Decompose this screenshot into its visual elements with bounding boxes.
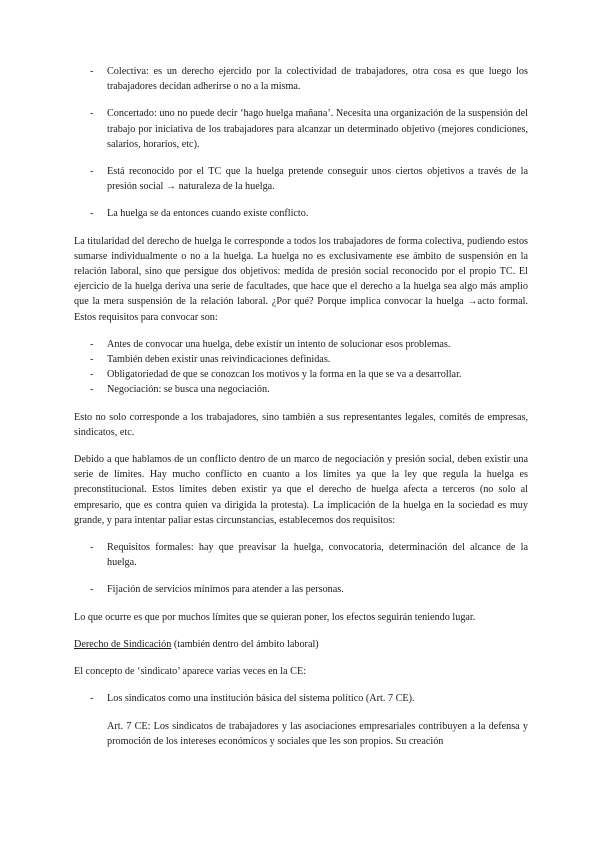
list-item (74, 106, 528, 152)
paragraph-concepto: El concepto de ‘sindicato’ aparece varias veces en la CE: (74, 666, 307, 678)
bullet-text: Está reconocido por el TC que la huelga pretende conseguir unos ciertos objetivos a través de la presión social → naturaleza de la huelga. (107, 166, 528, 193)
bullet-dash: - (90, 542, 94, 554)
bullet-dash: - (90, 108, 94, 120)
bullet-dash: - (90, 166, 94, 178)
list-item (74, 367, 528, 382)
list-item (74, 206, 528, 221)
bullet-text: Colectiva: es un derecho ejercido por la colectividad de trabajadores, otra cosa es que luego los trabajadores decidan adherirse o no a la misma. (107, 66, 528, 93)
list-item (74, 337, 528, 352)
bullet-dash: - (90, 369, 94, 381)
list-item (74, 382, 528, 397)
paragraph-limites: Debido a que hablamos de un conflicto dentro de un marco de negociación y presión social, deben existir una serie de límites. Hay mucho conflicto en cuanto a los límites ya que la ley que regula la huelga es preconstitucional. Estos límites deben existir ya que el derecho de huelga afecta a terceros (no solo al empresario, que es contra quien va dirigida la protesta). La implicación de la huelga en la sociedad es muy grande, y para intentar paliar estas circunstancias, establecemos dos requisitos: (74, 454, 528, 526)
list-item (74, 164, 528, 194)
bullet-text: Negociación: se busca una negociación. (107, 384, 270, 396)
list-item (74, 691, 528, 706)
section-heading (74, 637, 528, 652)
bullet-dash: - (90, 208, 94, 220)
bullet-dash: - (90, 354, 94, 366)
section-heading-note: (también dentro del ámbito laboral) (171, 638, 319, 650)
bullet-text: Los sindicatos como una institución básica del sistema político (Art. 7 CE). (107, 693, 415, 705)
bullet-text: Concertado: uno no puede decir ‘hago huelga mañana’. Necesita una organización de la suspensión del trabajo por iniciativa de los trabajadores para alcanzar un determinado objetivo (mejores condiciones, salarios, horarios, etc). (107, 108, 528, 150)
bullet-dash: - (90, 66, 94, 77)
document-page (74, 64, 528, 761)
bullet-text: También deben existir unas reivindicaciones definidas. (107, 354, 331, 366)
list-item (74, 352, 528, 367)
list-item (74, 582, 528, 597)
bullet-dash: - (90, 584, 94, 596)
list-item (74, 64, 528, 94)
list-item (74, 540, 528, 570)
bullet-text: Obligatoriedad de que se conozcan los motivos y la forma en la que se va a desarrollar. (107, 369, 462, 381)
bullet-text: Fijación de servicios mínimos para atender a las personas. (107, 584, 344, 596)
section-heading-title: Derecho de Sindicación (74, 638, 172, 650)
bullet-text: Antes de convocar una huelga, debe existir un intento de solucionar esos problemas. (107, 338, 451, 350)
paragraph-representantes: Esto no solo corresponde a los trabajadores, sino también a sus representantes legales, comités de empresas, sindicatos, etc. (74, 411, 528, 438)
bullet-dash: - (90, 384, 94, 396)
paragraph-efectos: Lo que ocurre es que por muchos límites que se quieran poner, los efectos seguirán teniendo lugar. (74, 611, 476, 623)
bullet-dash: - (90, 338, 94, 350)
bullet-text: La huelga se da entonces cuando existe conflicto. (107, 208, 309, 220)
requirements-list (74, 337, 528, 398)
bullet-text: Requisitos formales: hay que preavisar la huelga, convocatoria, determinación del alcance de la huelga. (107, 542, 528, 569)
bullet-dash: - (90, 693, 94, 705)
paragraph-titularidad: La titularidad del derecho de huelga le corresponde a todos los trabajadores de forma colectiva, pudiendo estos sumarse individualmente o no a la huelga. La huelga no es exclusivamente ese ámbito de suspensión en la relación laboral, sino que persigue dos objetivos: medida de presión social reconocido por el propio TC. El ejercicio de la huelga deriva una serie de facultades, que hace que el derecho a la huelga sea algo más amplio que la mera suspensión de la relación laboral. ¿Por qué? Porque implica convocar la huelga →acto formal. Estos requisitos para convocar son: (74, 235, 528, 323)
article-quote: Art. 7 CE: Los sindicatos de trabajadores y las asociaciones empresariales contribuyen a la defensa y promoción de los intereses económicos y sociales que les son propios. Su creación (107, 720, 528, 747)
